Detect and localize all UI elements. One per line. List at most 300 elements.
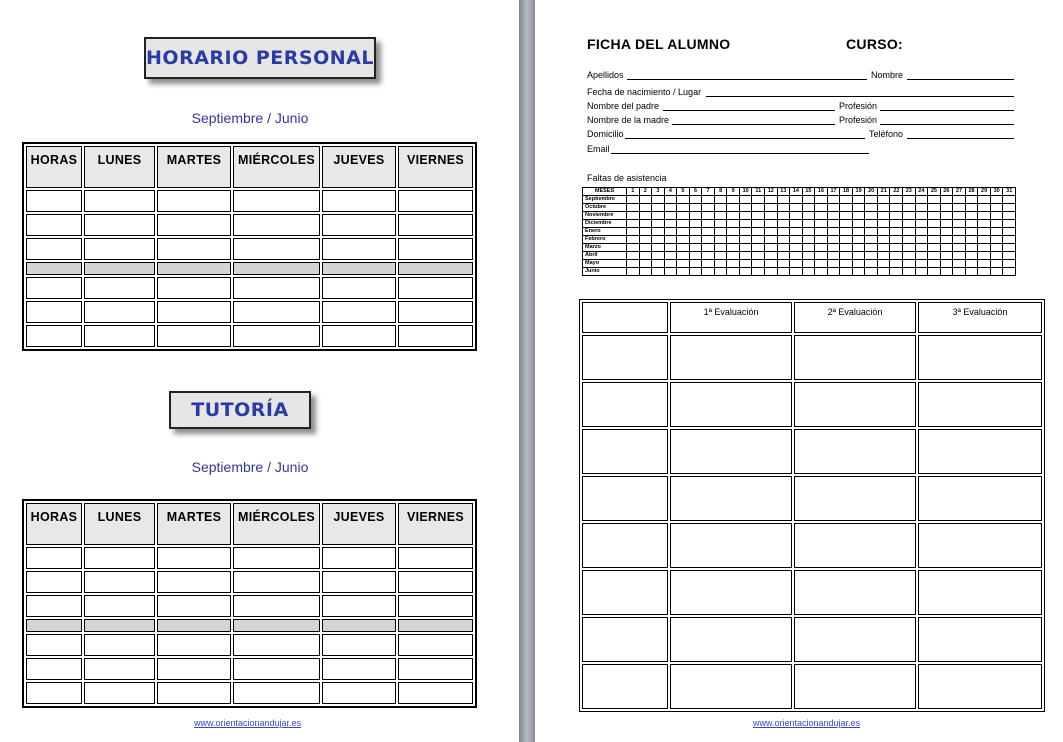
attendance-cell[interactable] — [752, 204, 765, 212]
attendance-cell[interactable] — [978, 268, 991, 276]
attendance-cell[interactable] — [877, 228, 890, 236]
attendance-cell[interactable] — [815, 228, 828, 236]
attendance-cell[interactable] — [840, 196, 853, 204]
horario-cell[interactable] — [157, 214, 231, 236]
attendance-cell[interactable] — [652, 252, 665, 260]
tutoria-cell[interactable] — [26, 634, 82, 656]
attendance-cell[interactable] — [702, 212, 715, 220]
attendance-cell[interactable] — [790, 220, 803, 228]
attendance-cell[interactable] — [739, 220, 752, 228]
attendance-cell[interactable] — [627, 220, 640, 228]
attendance-cell[interactable] — [765, 236, 778, 244]
attendance-cell[interactable] — [639, 196, 652, 204]
evaluation-cell[interactable] — [582, 664, 668, 709]
tutoria-cell[interactable] — [157, 547, 231, 569]
attendance-cell[interactable] — [978, 220, 991, 228]
horario-cell[interactable] — [398, 238, 473, 260]
horario-cell[interactable] — [157, 190, 231, 212]
horario-cell[interactable] — [233, 325, 320, 347]
attendance-cell[interactable] — [702, 228, 715, 236]
evaluation-cell[interactable] — [670, 570, 792, 615]
attendance-cell[interactable] — [727, 228, 740, 236]
attendance-cell[interactable] — [739, 260, 752, 268]
attendance-cell[interactable] — [702, 220, 715, 228]
attendance-cell[interactable] — [890, 260, 903, 268]
attendance-cell[interactable] — [915, 244, 928, 252]
attendance-cell[interactable] — [664, 228, 677, 236]
attendance-cell[interactable] — [1003, 252, 1016, 260]
attendance-cell[interactable] — [990, 228, 1003, 236]
attendance-cell[interactable] — [702, 204, 715, 212]
attendance-cell[interactable] — [840, 260, 853, 268]
attendance-cell[interactable] — [978, 204, 991, 212]
attendance-cell[interactable] — [903, 236, 916, 244]
attendance-cell[interactable] — [990, 196, 1003, 204]
horario-cell[interactable] — [26, 325, 82, 347]
attendance-cell[interactable] — [752, 220, 765, 228]
attendance-cell[interactable] — [714, 220, 727, 228]
attendance-cell[interactable] — [652, 196, 665, 204]
attendance-cell[interactable] — [915, 204, 928, 212]
attendance-cell[interactable] — [890, 268, 903, 276]
attendance-cell[interactable] — [765, 220, 778, 228]
attendance-cell[interactable] — [627, 244, 640, 252]
tutoria-cell[interactable] — [233, 547, 320, 569]
attendance-cell[interactable] — [840, 252, 853, 260]
attendance-cell[interactable] — [739, 212, 752, 220]
attendance-cell[interactable] — [739, 228, 752, 236]
attendance-cell[interactable] — [903, 196, 916, 204]
evaluation-cell[interactable] — [918, 429, 1042, 474]
attendance-cell[interactable] — [677, 212, 690, 220]
attendance-cell[interactable] — [928, 228, 941, 236]
attendance-cell[interactable] — [639, 204, 652, 212]
attendance-cell[interactable] — [852, 228, 865, 236]
tutoria-cell[interactable] — [84, 682, 155, 704]
attendance-cell[interactable] — [714, 196, 727, 204]
attendance-cell[interactable] — [815, 220, 828, 228]
attendance-cell[interactable] — [752, 252, 765, 260]
attendance-cell[interactable] — [852, 204, 865, 212]
tutoria-cell[interactable] — [322, 595, 396, 617]
attendance-cell[interactable] — [664, 260, 677, 268]
evaluation-cell[interactable] — [582, 382, 668, 427]
attendance-cell[interactable] — [689, 228, 702, 236]
attendance-cell[interactable] — [965, 260, 978, 268]
attendance-cell[interactable] — [903, 268, 916, 276]
attendance-cell[interactable] — [940, 268, 953, 276]
attendance-cell[interactable] — [852, 236, 865, 244]
attendance-cell[interactable] — [978, 212, 991, 220]
attendance-cell[interactable] — [965, 252, 978, 260]
attendance-cell[interactable] — [865, 260, 878, 268]
horario-cell[interactable] — [84, 238, 155, 260]
attendance-cell[interactable] — [714, 252, 727, 260]
attendance-cell[interactable] — [802, 204, 815, 212]
evaluation-cell[interactable] — [918, 523, 1042, 568]
tutoria-cell[interactable] — [26, 658, 82, 680]
attendance-cell[interactable] — [890, 212, 903, 220]
tutoria-cell[interactable] — [233, 595, 320, 617]
attendance-cell[interactable] — [664, 220, 677, 228]
horario-cell[interactable] — [26, 190, 82, 212]
attendance-cell[interactable] — [765, 212, 778, 220]
attendance-cell[interactable] — [677, 196, 690, 204]
attendance-cell[interactable] — [903, 228, 916, 236]
attendance-cell[interactable] — [865, 252, 878, 260]
attendance-cell[interactable] — [727, 196, 740, 204]
attendance-cell[interactable] — [639, 268, 652, 276]
attendance-cell[interactable] — [953, 212, 966, 220]
attendance-cell[interactable] — [752, 268, 765, 276]
attendance-cell[interactable] — [953, 220, 966, 228]
attendance-cell[interactable] — [790, 252, 803, 260]
attendance-cell[interactable] — [978, 252, 991, 260]
attendance-cell[interactable] — [790, 212, 803, 220]
attendance-cell[interactable] — [890, 220, 903, 228]
tutoria-cell[interactable] — [233, 571, 320, 593]
attendance-cell[interactable] — [815, 268, 828, 276]
attendance-cell[interactable] — [903, 204, 916, 212]
horario-cell[interactable] — [233, 190, 320, 212]
attendance-cell[interactable] — [903, 252, 916, 260]
attendance-cell[interactable] — [815, 260, 828, 268]
attendance-cell[interactable] — [915, 220, 928, 228]
horario-cell[interactable] — [26, 238, 82, 260]
tutoria-cell[interactable] — [233, 658, 320, 680]
attendance-cell[interactable] — [777, 252, 790, 260]
attendance-cell[interactable] — [965, 204, 978, 212]
horario-cell[interactable] — [84, 325, 155, 347]
attendance-cell[interactable] — [965, 212, 978, 220]
evaluation-cell[interactable] — [794, 335, 916, 380]
attendance-cell[interactable] — [865, 244, 878, 252]
attendance-cell[interactable] — [677, 268, 690, 276]
evaluation-cell[interactable] — [918, 570, 1042, 615]
attendance-cell[interactable] — [928, 252, 941, 260]
attendance-cell[interactable] — [877, 204, 890, 212]
attendance-cell[interactable] — [777, 268, 790, 276]
horario-cell[interactable] — [398, 190, 473, 212]
attendance-cell[interactable] — [639, 220, 652, 228]
attendance-cell[interactable] — [752, 236, 765, 244]
attendance-cell[interactable] — [627, 268, 640, 276]
attendance-cell[interactable] — [940, 236, 953, 244]
tutoria-cell[interactable] — [157, 658, 231, 680]
attendance-cell[interactable] — [928, 244, 941, 252]
attendance-cell[interactable] — [990, 260, 1003, 268]
attendance-cell[interactable] — [739, 236, 752, 244]
horario-cell[interactable] — [84, 277, 155, 299]
attendance-cell[interactable] — [852, 196, 865, 204]
attendance-cell[interactable] — [777, 236, 790, 244]
evaluation-cell[interactable] — [582, 476, 668, 521]
attendance-cell[interactable] — [689, 204, 702, 212]
attendance-cell[interactable] — [714, 236, 727, 244]
attendance-cell[interactable] — [815, 244, 828, 252]
attendance-cell[interactable] — [765, 268, 778, 276]
tutoria-cell[interactable] — [84, 595, 155, 617]
evaluation-cell[interactable] — [582, 523, 668, 568]
attendance-cell[interactable] — [677, 236, 690, 244]
attendance-cell[interactable] — [739, 252, 752, 260]
attendance-cell[interactable] — [727, 244, 740, 252]
attendance-cell[interactable] — [953, 268, 966, 276]
attendance-cell[interactable] — [877, 220, 890, 228]
attendance-cell[interactable] — [727, 204, 740, 212]
attendance-cell[interactable] — [990, 204, 1003, 212]
fecha-line[interactable] — [706, 87, 1014, 97]
tutoria-cell[interactable] — [84, 658, 155, 680]
tutoria-cell[interactable] — [322, 547, 396, 569]
attendance-cell[interactable] — [852, 212, 865, 220]
horario-cell[interactable] — [84, 190, 155, 212]
attendance-cell[interactable] — [777, 196, 790, 204]
evaluation-cell[interactable] — [670, 429, 792, 474]
evaluation-cell[interactable] — [918, 335, 1042, 380]
attendance-cell[interactable] — [877, 212, 890, 220]
horario-cell[interactable] — [398, 325, 473, 347]
attendance-cell[interactable] — [852, 260, 865, 268]
attendance-cell[interactable] — [827, 204, 840, 212]
attendance-cell[interactable] — [877, 252, 890, 260]
attendance-cell[interactable] — [827, 236, 840, 244]
attendance-cell[interactable] — [652, 204, 665, 212]
attendance-cell[interactable] — [664, 244, 677, 252]
attendance-cell[interactable] — [1003, 204, 1016, 212]
attendance-cell[interactable] — [890, 244, 903, 252]
horario-cell[interactable] — [26, 214, 82, 236]
attendance-cell[interactable] — [727, 220, 740, 228]
attendance-cell[interactable] — [953, 196, 966, 204]
evaluation-cell[interactable] — [670, 382, 792, 427]
attendance-cell[interactable] — [1003, 220, 1016, 228]
attendance-cell[interactable] — [777, 228, 790, 236]
tutoria-cell[interactable] — [26, 571, 82, 593]
horario-cell[interactable] — [157, 277, 231, 299]
attendance-cell[interactable] — [664, 268, 677, 276]
nombre-line[interactable] — [907, 70, 1014, 80]
evaluation-cell[interactable] — [670, 617, 792, 662]
attendance-cell[interactable] — [928, 196, 941, 204]
attendance-cell[interactable] — [965, 236, 978, 244]
attendance-cell[interactable] — [664, 204, 677, 212]
attendance-cell[interactable] — [915, 236, 928, 244]
attendance-cell[interactable] — [940, 244, 953, 252]
attendance-cell[interactable] — [827, 252, 840, 260]
evaluation-cell[interactable] — [794, 617, 916, 662]
attendance-cell[interactable] — [827, 220, 840, 228]
attendance-cell[interactable] — [915, 212, 928, 220]
attendance-cell[interactable] — [978, 244, 991, 252]
attendance-cell[interactable] — [790, 204, 803, 212]
attendance-cell[interactable] — [702, 244, 715, 252]
attendance-cell[interactable] — [940, 204, 953, 212]
evaluation-cell[interactable] — [582, 335, 668, 380]
attendance-cell[interactable] — [652, 212, 665, 220]
attendance-cell[interactable] — [714, 212, 727, 220]
attendance-cell[interactable] — [903, 212, 916, 220]
attendance-cell[interactable] — [664, 212, 677, 220]
attendance-cell[interactable] — [890, 228, 903, 236]
attendance-cell[interactable] — [802, 220, 815, 228]
attendance-cell[interactable] — [627, 260, 640, 268]
profesion-padre-line[interactable] — [880, 101, 1014, 111]
attendance-cell[interactable] — [765, 244, 778, 252]
horario-cell[interactable] — [26, 301, 82, 323]
attendance-cell[interactable] — [940, 228, 953, 236]
attendance-cell[interactable] — [627, 228, 640, 236]
tutoria-cell[interactable] — [26, 682, 82, 704]
attendance-cell[interactable] — [727, 236, 740, 244]
attendance-cell[interactable] — [953, 244, 966, 252]
attendance-cell[interactable] — [689, 260, 702, 268]
horario-cell[interactable] — [322, 277, 396, 299]
attendance-cell[interactable] — [689, 244, 702, 252]
evaluation-cell[interactable] — [670, 523, 792, 568]
attendance-cell[interactable] — [1003, 268, 1016, 276]
attendance-cell[interactable] — [953, 260, 966, 268]
evaluation-cell[interactable] — [794, 429, 916, 474]
attendance-cell[interactable] — [639, 236, 652, 244]
attendance-cell[interactable] — [865, 268, 878, 276]
attendance-cell[interactable] — [928, 260, 941, 268]
evaluation-cell[interactable] — [582, 617, 668, 662]
tutoria-cell[interactable] — [398, 571, 473, 593]
evaluation-cell[interactable] — [794, 382, 916, 427]
tutoria-cell[interactable] — [322, 634, 396, 656]
attendance-cell[interactable] — [840, 236, 853, 244]
attendance-cell[interactable] — [840, 220, 853, 228]
evaluation-cell[interactable] — [918, 617, 1042, 662]
attendance-cell[interactable] — [790, 260, 803, 268]
attendance-cell[interactable] — [815, 204, 828, 212]
attendance-cell[interactable] — [852, 252, 865, 260]
attendance-cell[interactable] — [1003, 244, 1016, 252]
apellidos-line[interactable] — [627, 70, 867, 80]
attendance-cell[interactable] — [714, 268, 727, 276]
attendance-cell[interactable] — [739, 244, 752, 252]
horario-cell[interactable] — [157, 301, 231, 323]
attendance-cell[interactable] — [702, 236, 715, 244]
attendance-cell[interactable] — [903, 220, 916, 228]
attendance-cell[interactable] — [965, 228, 978, 236]
attendance-cell[interactable] — [940, 220, 953, 228]
horario-cell[interactable] — [322, 190, 396, 212]
attendance-cell[interactable] — [727, 252, 740, 260]
attendance-cell[interactable] — [714, 228, 727, 236]
attendance-cell[interactable] — [790, 236, 803, 244]
horario-cell[interactable] — [84, 301, 155, 323]
attendance-cell[interactable] — [865, 212, 878, 220]
telefono-line[interactable] — [907, 129, 1014, 139]
attendance-cell[interactable] — [727, 212, 740, 220]
attendance-cell[interactable] — [903, 260, 916, 268]
attendance-cell[interactable] — [953, 252, 966, 260]
horario-cell[interactable] — [322, 325, 396, 347]
horario-cell[interactable] — [26, 277, 82, 299]
attendance-cell[interactable] — [652, 268, 665, 276]
attendance-cell[interactable] — [739, 204, 752, 212]
footer-link-left[interactable]: www.orientacionandujar.es — [194, 718, 302, 728]
attendance-cell[interactable] — [840, 204, 853, 212]
attendance-cell[interactable] — [890, 196, 903, 204]
attendance-cell[interactable] — [877, 244, 890, 252]
attendance-cell[interactable] — [890, 204, 903, 212]
attendance-cell[interactable] — [978, 236, 991, 244]
attendance-cell[interactable] — [802, 228, 815, 236]
horario-cell[interactable] — [398, 301, 473, 323]
attendance-cell[interactable] — [702, 260, 715, 268]
attendance-cell[interactable] — [652, 260, 665, 268]
attendance-cell[interactable] — [664, 252, 677, 260]
attendance-cell[interactable] — [689, 212, 702, 220]
tutoria-cell[interactable] — [398, 547, 473, 569]
attendance-cell[interactable] — [865, 196, 878, 204]
attendance-cell[interactable] — [802, 268, 815, 276]
horario-cell[interactable] — [157, 238, 231, 260]
attendance-cell[interactable] — [752, 196, 765, 204]
attendance-cell[interactable] — [639, 252, 652, 260]
attendance-cell[interactable] — [802, 244, 815, 252]
attendance-cell[interactable] — [840, 228, 853, 236]
attendance-cell[interactable] — [802, 196, 815, 204]
attendance-cell[interactable] — [1003, 236, 1016, 244]
horario-cell[interactable] — [233, 214, 320, 236]
attendance-cell[interactable] — [915, 268, 928, 276]
attendance-cell[interactable] — [677, 204, 690, 212]
attendance-cell[interactable] — [777, 260, 790, 268]
evaluation-cell[interactable] — [794, 523, 916, 568]
tutoria-cell[interactable] — [157, 682, 231, 704]
attendance-cell[interactable] — [627, 204, 640, 212]
attendance-cell[interactable] — [940, 260, 953, 268]
tutoria-cell[interactable] — [157, 595, 231, 617]
attendance-cell[interactable] — [965, 196, 978, 204]
attendance-cell[interactable] — [940, 196, 953, 204]
tutoria-cell[interactable] — [233, 634, 320, 656]
tutoria-cell[interactable] — [322, 571, 396, 593]
horario-cell[interactable] — [84, 214, 155, 236]
attendance-cell[interactable] — [765, 228, 778, 236]
horario-cell[interactable] — [322, 301, 396, 323]
attendance-cell[interactable] — [639, 244, 652, 252]
attendance-cell[interactable] — [652, 228, 665, 236]
attendance-cell[interactable] — [827, 212, 840, 220]
attendance-cell[interactable] — [840, 212, 853, 220]
attendance-cell[interactable] — [827, 196, 840, 204]
tutoria-cell[interactable] — [398, 658, 473, 680]
attendance-cell[interactable] — [777, 204, 790, 212]
attendance-cell[interactable] — [815, 252, 828, 260]
tutoria-cell[interactable] — [26, 547, 82, 569]
attendance-cell[interactable] — [752, 228, 765, 236]
tutoria-cell[interactable] — [157, 634, 231, 656]
attendance-cell[interactable] — [790, 196, 803, 204]
horario-cell[interactable] — [233, 301, 320, 323]
tutoria-cell[interactable] — [84, 634, 155, 656]
attendance-cell[interactable] — [852, 268, 865, 276]
horario-cell[interactable] — [398, 214, 473, 236]
attendance-cell[interactable] — [990, 252, 1003, 260]
attendance-cell[interactable] — [627, 196, 640, 204]
tutoria-cell[interactable] — [26, 595, 82, 617]
attendance-cell[interactable] — [802, 236, 815, 244]
attendance-cell[interactable] — [639, 260, 652, 268]
tutoria-cell[interactable] — [233, 682, 320, 704]
attendance-cell[interactable] — [840, 268, 853, 276]
tutoria-cell[interactable] — [398, 595, 473, 617]
